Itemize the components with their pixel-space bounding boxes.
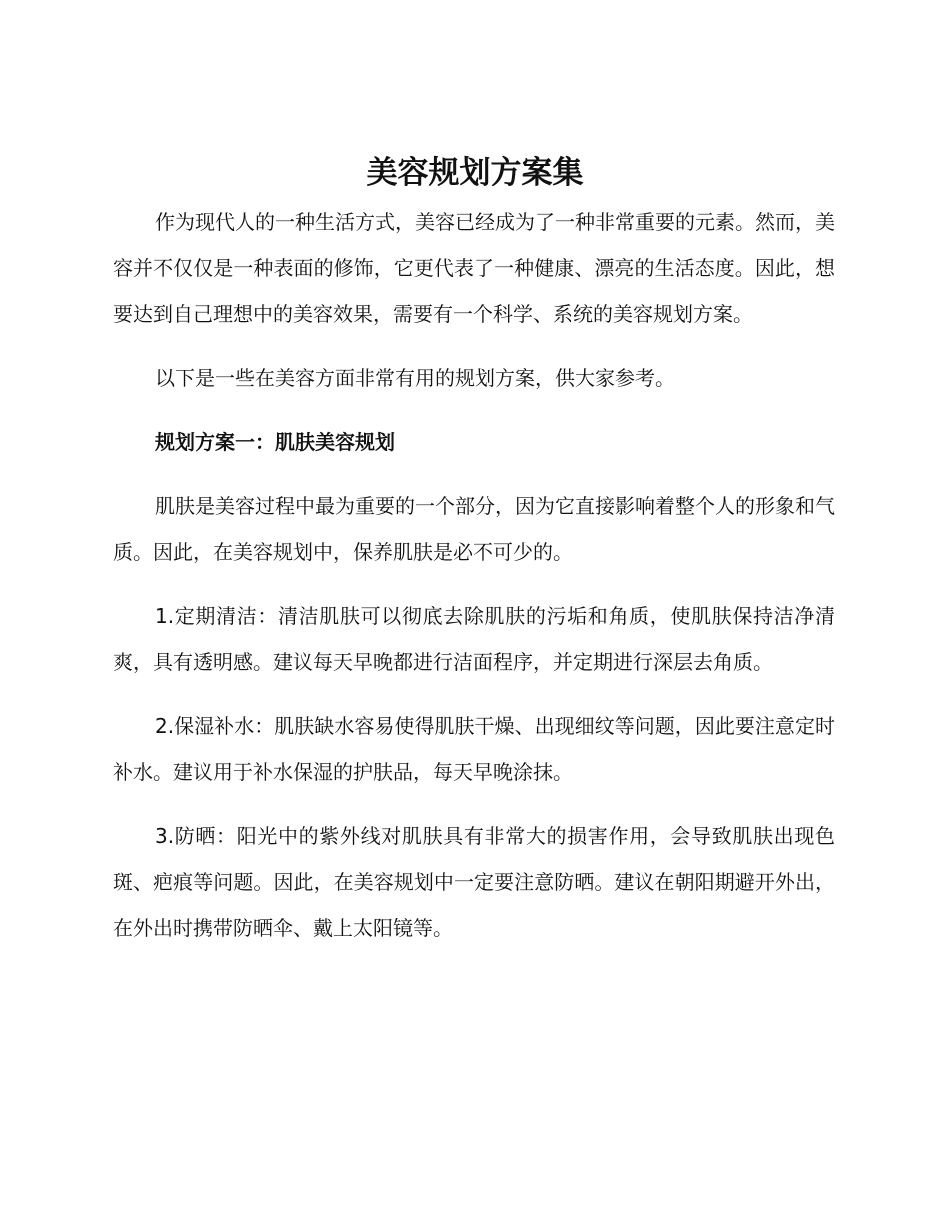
reference-paragraph: 以下是一些在美容方面非常有用的规划方案，供大家参考。 [155, 366, 675, 390]
skin-intro-paragraph: 肌肤是美容过程中最为重要的一个部分，因为它直接影响着整个人的形象和气质。因此，在美容规划中，保养肌肤是必不可少的。 [113, 494, 835, 564]
document-body [113, 199, 835, 969]
sun-protection-paragraph: 3.防晒：阳光中的紫外线对肌肤具有非常大的损害作用，会导致肌肤出现色斑、疤痕等问题。因此，在美容规划中一定要注意防晒。建议在朝阳期避开外出，在外出时携带防晒伞、戴上太阳镜等。 [113, 824, 835, 940]
cleansing-paragraph: 1.定期清洁：清洁肌肤可以彻底去除肌肤的污垢和角质，使肌肤保持洁净清爽，具有透明感。建议每天早晚都进行洁面程序，并定期进行深层去角质。 [113, 604, 835, 674]
intro-paragraph: 作为现代人的一种生活方式，美容已经成为了一种非常重要的元素。然而，美容并不仅仅是一种表面的修饰，它更代表了一种健康、漂亮的生活态度。因此，想要达到自己理想中的美容效果，需要有一个科学、系统的美容规划方案。 [113, 210, 835, 326]
document-title: 美容规划方案集 [366, 155, 584, 191]
moisturizing-paragraph: 2.保湿补水：肌肤缺水容易使得肌肤干燥、出现细纹等问题，因此要注意定时补水。建议用于补水保湿的护肤品，每天早晚涂抹。 [113, 714, 835, 784]
section-heading: 规划方案一：肌肤美容规划 [155, 430, 395, 454]
